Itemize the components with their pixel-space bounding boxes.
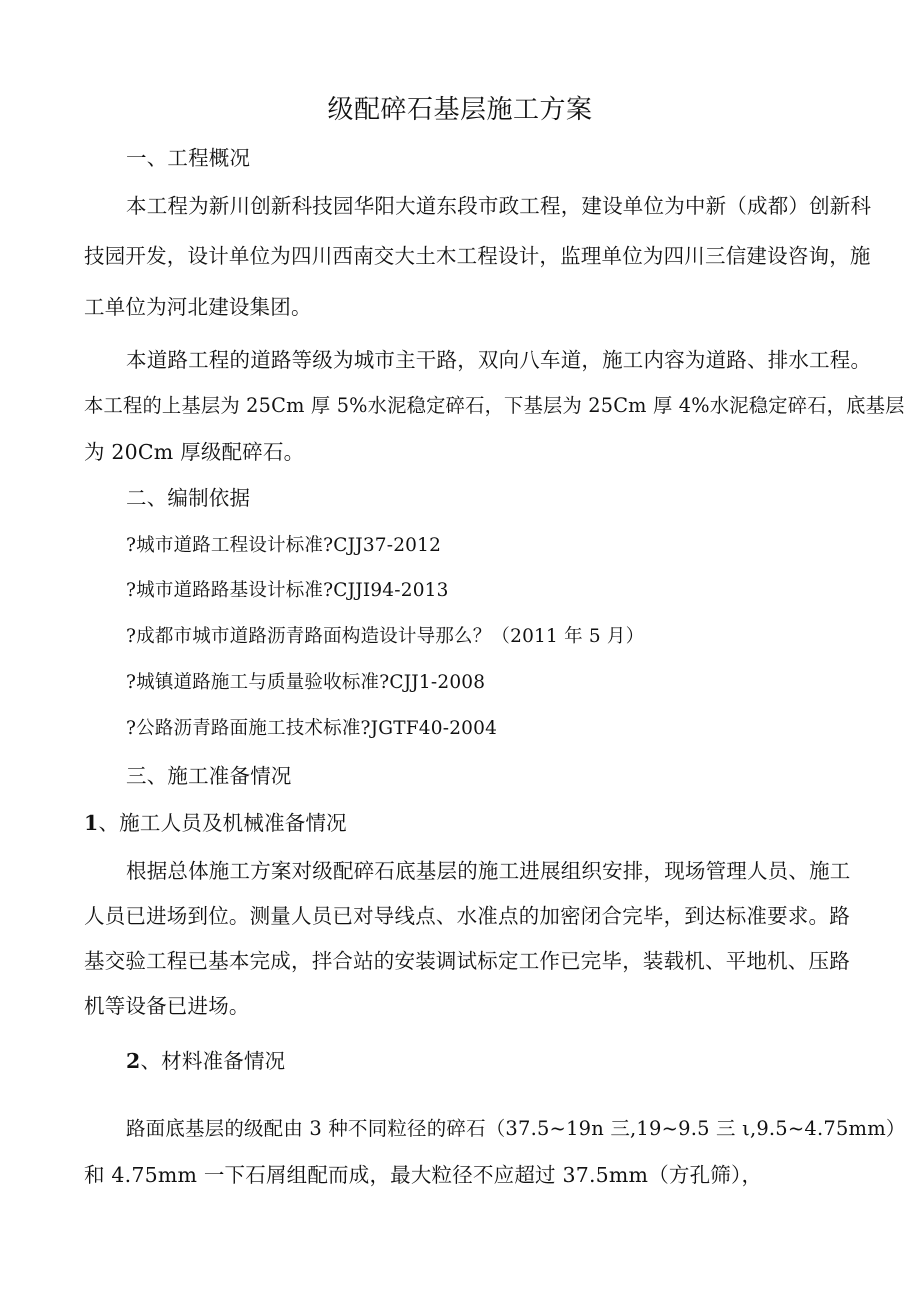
section-1-paragraph-2-line: 为 20Cm 厚级配碎石。 (84, 440, 305, 464)
section-1-heading: 一、工程概况 (126, 146, 251, 170)
document-title: 级配碎石基层施工方案 (327, 95, 593, 125)
reference-item: ?城镇道路施工与质量验收标准?CJJ1-2008 (126, 672, 486, 693)
section-1-paragraph-2-line: 本工程的上基层为 25Cm 厚 5%水泥稳定碎石，下基层为 25Cm 厚 4%水泥稳定碎石，底基层 (84, 394, 905, 417)
subsection-3-1-paragraph-line: 人员已进场到位。测量人员已对导线点、水准点的加密闭合完毕，到达标准要求。路 (84, 904, 850, 928)
section-1-paragraph-1-line: 工单位为河北建设集团。 (84, 295, 312, 319)
reference-item: ?城市道路路基设计标准?CJJI94-2013 (126, 580, 449, 601)
reference-item: ?城市道路工程设计标准?CJJ37-2012 (126, 535, 442, 556)
subsection-3-1-number: 1 (84, 811, 99, 835)
subsection-3-2-heading (126, 1048, 285, 1074)
section-3-heading: 三、施工准备情况 (126, 764, 292, 788)
reference-item: ?成都市城市道路沥青路面构造设计导那么？（2011 年 5 月） (126, 626, 645, 647)
subsection-3-2-paragraph-line: 和 4.75mm 一下石屑组配而成，最大粒径不应超过 37.5mm（方孔筛）， (84, 1163, 763, 1187)
subsection-3-1-title: 、施工人员及机械准备情况 (98, 811, 347, 835)
section-2-heading: 二、编制依据 (126, 486, 251, 510)
subsection-3-2-number: 2 (126, 1049, 141, 1073)
subsection-3-1-paragraph-line: 机等设备已进场。 (84, 994, 250, 1018)
subsection-3-1-heading (84, 810, 347, 836)
section-1-paragraph-1-line: 本工程为新川创新科技园华阳大道东段市政工程，建设单位为中新（成都）创新科 (126, 194, 872, 218)
section-1-paragraph-2-line: 本道路工程的道路等级为城市主干路，双向八车道，施工内容为道路、排水工程。 (126, 348, 872, 372)
section-1-paragraph-1-line: 技园开发，设计单位为四川西南交大土木工程设计，监理单位为四川三信建设咨询，施 (84, 244, 871, 268)
subsection-3-2-paragraph-line: 路面底基层的级配由 3 种不同粒径的碎石（37.5~19n 三,19~9.5 三 ι,9.5~4.75mm） (126, 1117, 906, 1140)
subsection-3-1-paragraph-line: 基交验工程已基本完成，拌合站的安装调试标定工作已完毕，装载机、平地机、压路 (84, 949, 850, 973)
subsection-3-1-paragraph-line: 根据总体施工方案对级配碎石底基层的施工进展组织安排，现场管理人员、施工 (126, 859, 851, 883)
reference-item: ?公路沥青路面施工技术标准?JGTF40-2004 (126, 718, 498, 739)
subsection-3-2-title: 、材料准备情况 (140, 1049, 286, 1073)
